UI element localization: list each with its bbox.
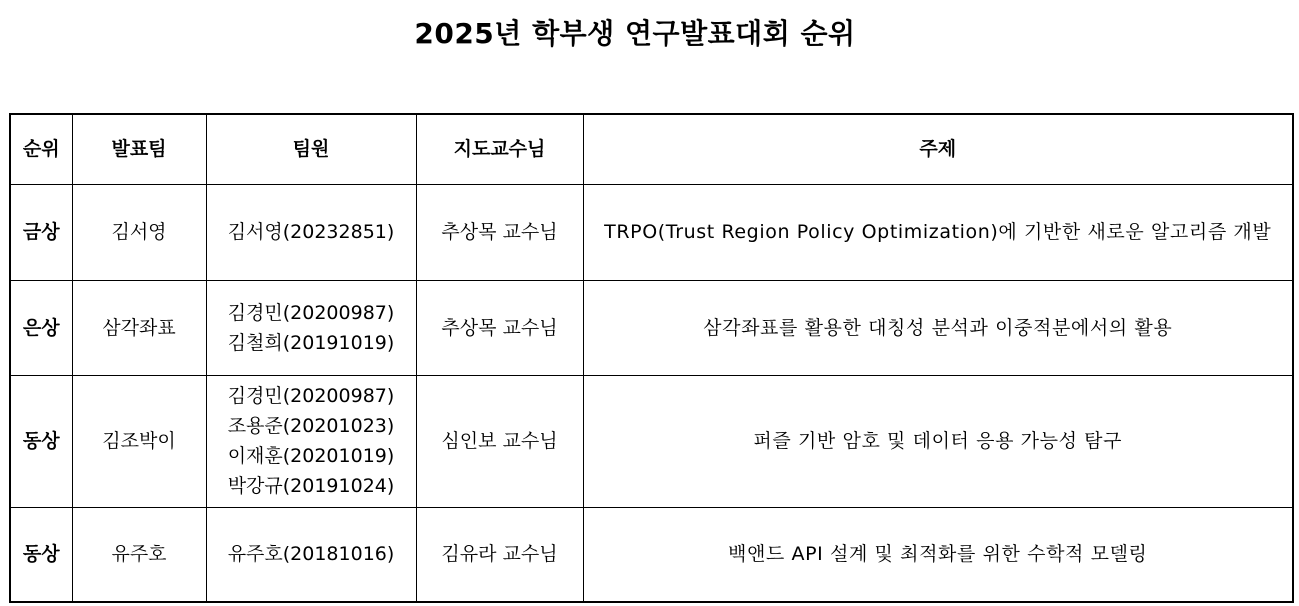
- member-entry: 조용준(20201023): [227, 415, 395, 437]
- member-entry: 김경민(20200987): [227, 385, 395, 407]
- team-cell: 김조박이: [72, 375, 206, 507]
- team-cell: 유주호: [72, 507, 206, 602]
- rank-cell: 금상: [10, 184, 72, 280]
- team-cell: 김서영: [72, 184, 206, 280]
- advisor-cell: 추상목 교수님: [416, 280, 583, 375]
- member-entry: 김경민(20200987): [227, 301, 395, 324]
- table-header-row: [10, 114, 1293, 184]
- advisor-cell: 심인보 교수님: [416, 375, 583, 507]
- topic-cell: 백앤드 API 설계 및 최적화를 위한 수학적 모델링: [583, 507, 1293, 602]
- topic-cell: TRPO(Trust Region Policy Optimization)에 기반한 새로운 알고리즘 개발: [583, 184, 1293, 280]
- column-header-rank: 순위: [10, 114, 72, 184]
- member-entry: 박강규(20191024): [227, 475, 395, 497]
- page-title: 2025년 학부생 연구발표대회 순위: [414, 17, 856, 50]
- ranking-table: [9, 113, 1294, 603]
- member-entry: 김서영(20232851): [227, 221, 395, 243]
- members-cell: [206, 507, 416, 602]
- member-entry: 김철희(20191019): [227, 331, 395, 354]
- table-row: [10, 184, 1293, 280]
- topic-cell: 삼각좌표를 활용한 대칭성 분석과 이중적분에서의 활용: [583, 280, 1293, 375]
- column-header-team: 발표팀: [72, 114, 206, 184]
- members-cell: [206, 375, 416, 507]
- advisor-cell: 김유라 교수님: [416, 507, 583, 602]
- table-row: [10, 507, 1293, 602]
- members-cell: [206, 280, 416, 375]
- member-entry: 유주호(20181016): [227, 543, 395, 566]
- topic-cell: 퍼즐 기반 암호 및 데이터 응용 가능성 탐구: [583, 375, 1293, 507]
- column-header-advisor: 지도교수님: [416, 114, 583, 184]
- column-header-topic: 주제: [583, 114, 1293, 184]
- table-row: [10, 280, 1293, 375]
- member-entry: 이재훈(20201019): [227, 445, 395, 467]
- rank-cell: 은상: [10, 280, 72, 375]
- table-row: [10, 375, 1293, 507]
- column-header-members: 팀원: [206, 114, 416, 184]
- members-cell: [206, 184, 416, 280]
- rank-cell: 동상: [10, 375, 72, 507]
- advisor-cell: 추상목 교수님: [416, 184, 583, 280]
- rank-cell: 동상: [10, 507, 72, 602]
- team-cell: 삼각좌표: [72, 280, 206, 375]
